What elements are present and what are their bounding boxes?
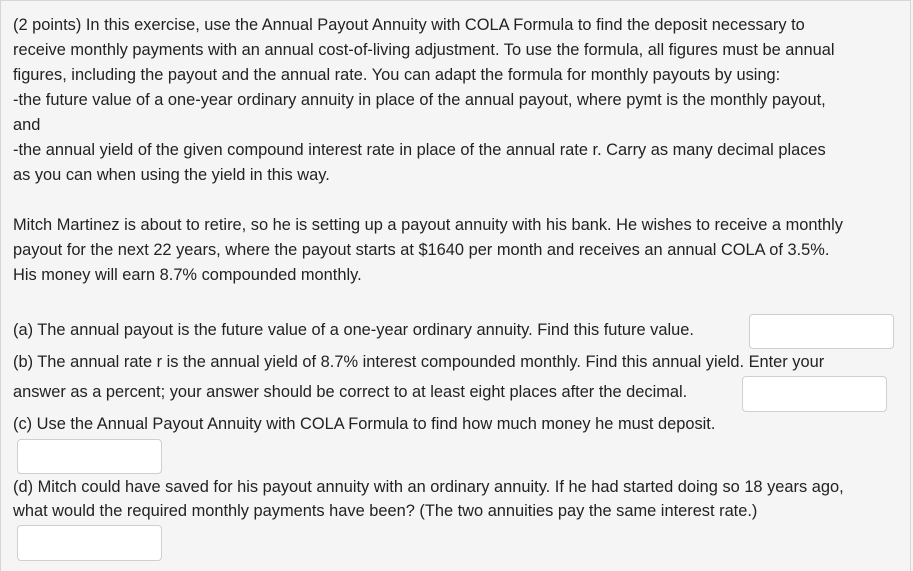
- answer-d-input[interactable]: [17, 525, 162, 561]
- scenario-line-1: Mitch Martinez is about to retire, so he is setting up a payout annuity with his bank. He wishes to receive a monthly: [13, 216, 843, 234]
- scenario-line-2: payout for the next 22 years, where the payout starts at $1640 per month and receives an annual COLA of 3.5%.: [13, 241, 830, 259]
- question-c-text: (c) Use the Annual Payout Annuity with COLA Formula to find how much money he must deposit.: [13, 415, 716, 433]
- intro-line-6: -the annual yield of the given compound interest rate in place of the annual rate r. Carry as many decimal places: [13, 141, 826, 159]
- question-b-text-2: answer as a percent; your answer should be correct to at least eight places after the decimal.: [13, 383, 688, 401]
- question-a-text: (a) The annual payout is the future value of a one-year ordinary annuity. Find this future value.: [13, 321, 694, 339]
- intro-line-3: figures, including the payout and the annual rate. You can adapt the formula for monthly payouts by using:: [13, 66, 781, 84]
- answer-c-input[interactable]: [17, 439, 162, 474]
- answer-a-input[interactable]: [749, 314, 894, 349]
- intro-line-7: as you can when using the yield in this way.: [13, 166, 330, 184]
- answer-b-input[interactable]: [742, 376, 887, 412]
- question-d-text-1: (d) Mitch could have saved for his payout annuity with an ordinary annuity. If he had started doing so 18 years ago,: [13, 478, 844, 496]
- question-b-text-1: (b) The annual rate r is the annual yield of 8.7% interest compounded monthly. Find this annual yield. Enter your: [13, 353, 825, 371]
- intro-line-1: (2 points) In this exercise, use the Annual Payout Annuity with COLA Formula to find the deposit necessary to: [13, 16, 805, 34]
- question-d-text-2: what would the required monthly payments have been? (The two annuities pay the same interest rate.): [13, 502, 758, 520]
- scenario-line-3: His money will earn 8.7% compounded monthly.: [13, 266, 362, 284]
- intro-line-4: -the future value of a one-year ordinary annuity in place of the annual payout, where pymt is the monthly payout,: [13, 91, 826, 109]
- intro-line-5: and: [13, 116, 41, 134]
- intro-line-2: receive monthly payments with an annual cost-of-living adjustment. To use the formula, all figures must be annual: [13, 41, 835, 59]
